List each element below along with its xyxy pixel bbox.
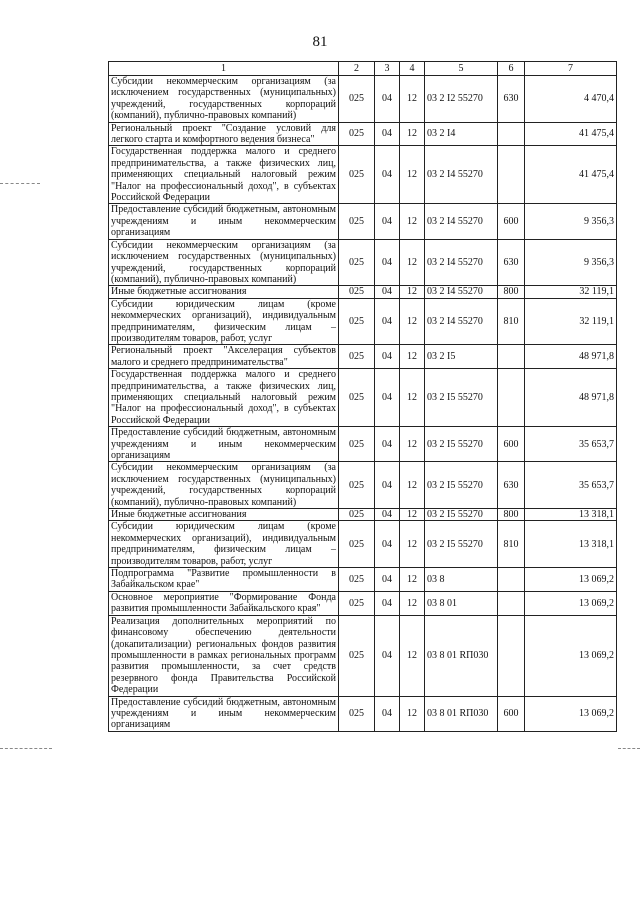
section-code-cell: 04 (375, 509, 400, 521)
section-code-cell: 04 (375, 146, 400, 204)
amount-cell: 41 475,4 (525, 122, 617, 146)
subsection-code-cell: 12 (400, 615, 425, 696)
target-article-cell: 03 2 I5 55270 (425, 427, 498, 462)
section-code-cell: 04 (375, 76, 400, 123)
expense-type-cell: 600 (498, 427, 525, 462)
admin-code-cell: 025 (339, 239, 375, 286)
table-row (109, 696, 617, 731)
section-code-cell: 04 (375, 696, 400, 731)
amount-cell: 48 971,8 (525, 345, 617, 369)
target-article-cell: 03 2 I5 (425, 345, 498, 369)
section-code-cell: 04 (375, 591, 400, 615)
amount-cell: 13 069,2 (525, 568, 617, 592)
row-name-cell: Предоставление субсидий бюджетным, автономным учреждениям и иным некоммерческим организациям (109, 204, 339, 239)
amount-cell: 13 069,2 (525, 615, 617, 696)
subsection-code-cell: 12 (400, 521, 425, 568)
section-code-cell: 04 (375, 568, 400, 592)
row-name-cell: Субсидии юридическим лицам (кроме некоммерческих организаций), индивидуальным предпринимателям, физическим лицам – производителям товаров, работ, услуг (109, 298, 339, 345)
subsection-code-cell: 12 (400, 204, 425, 239)
amount-cell: 13 069,2 (525, 696, 617, 731)
header-cell-5: 5 (425, 62, 498, 76)
target-article-cell: 03 2 I4 55270 (425, 146, 498, 204)
subsection-code-cell: 12 (400, 286, 425, 298)
row-name-cell: Государственная поддержка малого и среднего предпринимательства, а также физических лиц, применяющих специальный налоговый режим "Налог на профессиональный доход", в субъектах Российской Федерации (109, 369, 339, 427)
section-code-cell: 04 (375, 369, 400, 427)
header-cell-2: 2 (339, 62, 375, 76)
section-code-cell: 04 (375, 122, 400, 146)
admin-code-cell: 025 (339, 696, 375, 731)
amount-cell: 48 971,8 (525, 369, 617, 427)
expense-type-cell (498, 146, 525, 204)
admin-code-cell: 025 (339, 298, 375, 345)
expense-type-cell: 630 (498, 239, 525, 286)
expense-type-cell (498, 122, 525, 146)
amount-cell: 9 356,3 (525, 204, 617, 239)
table-row (109, 369, 617, 427)
subsection-code-cell: 12 (400, 239, 425, 286)
expense-type-cell: 630 (498, 76, 525, 123)
amount-cell: 4 470,4 (525, 76, 617, 123)
row-name-cell: Региональный проект "Акселерация субъектов малого и среднего предпринимательства" (109, 345, 339, 369)
subsection-code-cell: 12 (400, 462, 425, 509)
section-code-cell: 04 (375, 239, 400, 286)
target-article-cell: 03 2 I4 55270 (425, 239, 498, 286)
admin-code-cell: 025 (339, 146, 375, 204)
section-code-cell: 04 (375, 298, 400, 345)
amount-cell: 35 653,7 (525, 462, 617, 509)
table-row (109, 568, 617, 592)
table-row (109, 427, 617, 462)
row-name-cell: Субсидии юридическим лицам (кроме некоммерческих организаций), индивидуальным предпринимателям, физическим лицам – производителям товаров, работ, услуг (109, 521, 339, 568)
table-row (109, 76, 617, 123)
amount-cell: 13 318,1 (525, 521, 617, 568)
amount-cell: 32 119,1 (525, 286, 617, 298)
subsection-code-cell: 12 (400, 122, 425, 146)
subsection-code-cell: 12 (400, 369, 425, 427)
margin-line-left (0, 748, 52, 749)
section-code-cell: 04 (375, 615, 400, 696)
subsection-code-cell: 12 (400, 298, 425, 345)
subsection-code-cell: 12 (400, 568, 425, 592)
expense-type-cell (498, 568, 525, 592)
expense-type-cell (498, 345, 525, 369)
table-row (109, 462, 617, 509)
amount-cell: 9 356,3 (525, 239, 617, 286)
subsection-code-cell: 12 (400, 146, 425, 204)
table-row (109, 298, 617, 345)
target-article-cell: 03 2 I5 55270 (425, 369, 498, 427)
section-code-cell: 04 (375, 286, 400, 298)
header-cell-6: 6 (498, 62, 525, 76)
table-row (109, 521, 617, 568)
table-row (109, 122, 617, 146)
subsection-code-cell: 12 (400, 591, 425, 615)
expense-type-cell: 600 (498, 696, 525, 731)
amount-cell: 13 318,1 (525, 509, 617, 521)
margin-line-right (618, 748, 640, 749)
row-name-cell: Иные бюджетные ассигнования (109, 286, 339, 298)
row-name-cell: Реализация дополнительных мероприятий по финансовому обеспечению деятельности (докапитализации) региональных фондов развития промышленности в рамках региональных программ развития промышленности, за счет средств резервного фонда Правительства Российской Федерации (109, 615, 339, 696)
admin-code-cell: 025 (339, 615, 375, 696)
table-row (109, 509, 617, 521)
table-row (109, 204, 617, 239)
row-name-cell: Субсидии некоммерческим организациям (за исключением государственных (муниципальных) учреждений, государственных корпораций (компаний), публично-правовых компаний) (109, 76, 339, 123)
amount-cell: 35 653,7 (525, 427, 617, 462)
expense-type-cell: 810 (498, 521, 525, 568)
table-header-row (109, 62, 617, 76)
table-row (109, 591, 617, 615)
expense-type-cell: 810 (498, 298, 525, 345)
row-name-cell: Основное мероприятие "Формирование Фонда развития промышленности Забайкальского края" (109, 591, 339, 615)
target-article-cell: 03 2 I5 55270 (425, 462, 498, 509)
row-name-cell: Предоставление субсидий бюджетным, автономным учреждениям и иным некоммерческим организациям (109, 696, 339, 731)
target-article-cell: 03 2 I4 55270 (425, 286, 498, 298)
admin-code-cell: 025 (339, 427, 375, 462)
admin-code-cell: 025 (339, 509, 375, 521)
admin-code-cell: 025 (339, 204, 375, 239)
row-name-cell: Предоставление субсидий бюджетным, автономным учреждениям и иным некоммерческим организациям (109, 427, 339, 462)
target-article-cell: 03 8 01 RП030 (425, 615, 498, 696)
expense-type-cell: 800 (498, 509, 525, 521)
header-cell-3: 3 (375, 62, 400, 76)
admin-code-cell: 025 (339, 286, 375, 298)
amount-cell: 32 119,1 (525, 298, 617, 345)
target-article-cell: 03 2 I4 (425, 122, 498, 146)
admin-code-cell: 025 (339, 462, 375, 509)
target-article-cell: 03 2 I4 55270 (425, 298, 498, 345)
target-article-cell: 03 8 (425, 568, 498, 592)
admin-code-cell: 025 (339, 369, 375, 427)
expense-type-cell: 800 (498, 286, 525, 298)
admin-code-cell: 025 (339, 345, 375, 369)
row-name-cell: Субсидии некоммерческим организациям (за исключением государственных (муниципальных) учреждений, государственных корпораций (компаний), публично-правовых компаний) (109, 462, 339, 509)
admin-code-cell: 025 (339, 568, 375, 592)
table-row (109, 345, 617, 369)
admin-code-cell: 025 (339, 521, 375, 568)
header-cell-4: 4 (400, 62, 425, 76)
expense-type-cell (498, 591, 525, 615)
target-article-cell: 03 8 01 (425, 591, 498, 615)
expense-type-cell (498, 615, 525, 696)
target-article-cell: 03 2 I5 55270 (425, 509, 498, 521)
row-name-cell: Подпрограмма "Развитие промышленности в Забайкальском крае" (109, 568, 339, 592)
page-number: 81 (312, 34, 328, 50)
target-article-cell: 03 2 I2 55270 (425, 76, 498, 123)
row-name-cell: Государственная поддержка малого и среднего предпринимательства, а также физических лиц, применяющих специальный налоговый режим "Налог на профессиональный доход", в субъектах Российской Федерации (109, 146, 339, 204)
budget-table (108, 61, 617, 732)
table-row (109, 146, 617, 204)
expense-type-cell (498, 369, 525, 427)
expense-type-cell: 600 (498, 204, 525, 239)
header-cell-7: 7 (525, 62, 617, 76)
admin-code-cell: 025 (339, 591, 375, 615)
header-cell-1: 1 (109, 62, 339, 76)
table-row (109, 239, 617, 286)
row-name-cell: Региональный проект "Создание условий для легкого старта и комфортного ведения бизнеса" (109, 122, 339, 146)
target-article-cell: 03 2 I4 55270 (425, 204, 498, 239)
admin-code-cell: 025 (339, 76, 375, 123)
target-article-cell: 03 8 01 RП030 (425, 696, 498, 731)
margin-line-upper-left (0, 183, 40, 184)
amount-cell: 41 475,4 (525, 146, 617, 204)
section-code-cell: 04 (375, 345, 400, 369)
subsection-code-cell: 12 (400, 427, 425, 462)
table-row (109, 615, 617, 696)
table-row (109, 286, 617, 298)
section-code-cell: 04 (375, 427, 400, 462)
amount-cell: 13 069,2 (525, 591, 617, 615)
section-code-cell: 04 (375, 204, 400, 239)
subsection-code-cell: 12 (400, 76, 425, 123)
subsection-code-cell: 12 (400, 509, 425, 521)
row-name-cell: Субсидии некоммерческим организациям (за исключением государственных (муниципальных) учреждений, государственных корпораций (компаний), публично-правовых компаний) (109, 239, 339, 286)
section-code-cell: 04 (375, 462, 400, 509)
subsection-code-cell: 12 (400, 345, 425, 369)
table-body (109, 76, 617, 732)
row-name-cell: Иные бюджетные ассигнования (109, 509, 339, 521)
section-code-cell: 04 (375, 521, 400, 568)
target-article-cell: 03 2 I5 55270 (425, 521, 498, 568)
admin-code-cell: 025 (339, 122, 375, 146)
subsection-code-cell: 12 (400, 696, 425, 731)
expense-type-cell: 630 (498, 462, 525, 509)
